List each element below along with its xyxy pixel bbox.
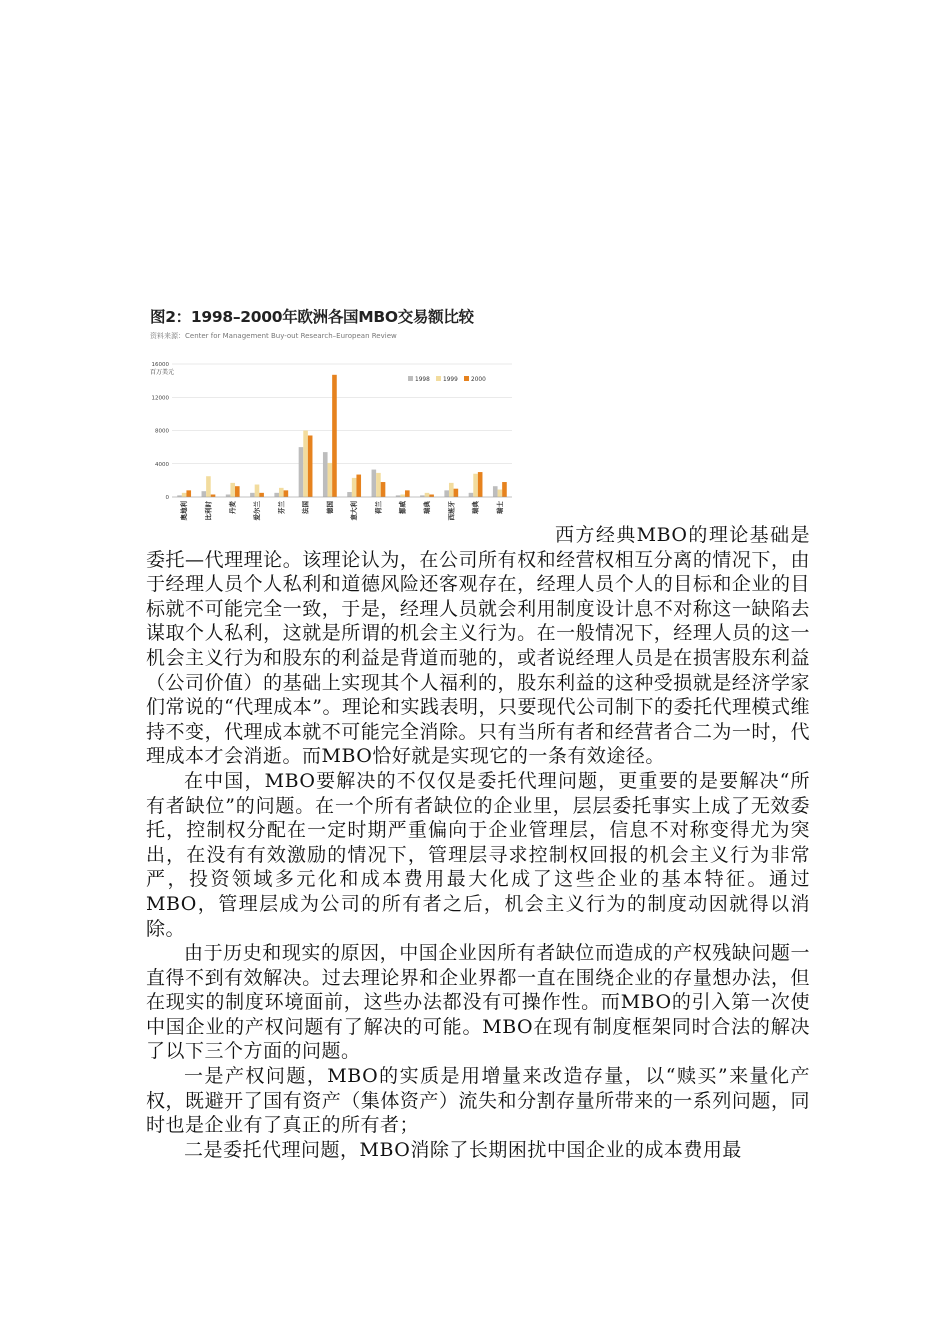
category-label: 挪威 [398, 501, 407, 514]
category-label: 瑞士 [495, 501, 504, 514]
legend-label-2000: 2000 [471, 377, 486, 383]
paragraph-2: 在中国，MBO要解决的不仅仅是委托代理问题，更重要的是要解决“所有者缺位”的问题。在一个所有者缺位的企业里，层层委托事实上成了无效委托，控制权分配在一定时期严重偏向于企业管理层，信息不对称变得尤为突出，在没有有效激励的情况下，管理层寻求控制权回报的机会主义行为非常严，投资领域多元化和成本费用最大化成了这些企业的基本特征。通过MBO，管理层成为公司的所有者之后，机会主义行为的制度动因就得以消除。 [146, 769, 810, 940]
bar-1998-7 [323, 452, 328, 497]
bar-1998-3 [226, 495, 231, 497]
bar-1999-10 [400, 495, 405, 497]
bar-1999-4 [255, 485, 260, 497]
bar-1999-14 [498, 490, 503, 497]
category-label: 芬兰 [277, 501, 286, 514]
bar-chart [150, 355, 520, 535]
category-label: 法国 [301, 501, 310, 514]
y-tick-label: 0 [165, 495, 169, 501]
paragraph-1: 西方经典MBO的理论基础是委托—代理理论。该理论认为，在公司所有权和经营权相互分离的情况下，由于经理人员个人私利和道德风险还客观存在，经理人员个人的目标和企业的目标就不可能完全一致，于是，经理人员就会利用制度设计息不对称这一缺陷去谋取个人私利，这就是所谓的机会主义行为。在一般情况下，经理人员的这一机会主义行为和股东的利益是背道而驰的，或者说经理人员是在损害股东利益（公司价值）的基础上实现其个人福利的，股东利益的这种受损就是经济学家们常说的“代理成本”。理论和实践表明，只要现代公司制下的委托代理模式维持不变，代理成本就不可能完全消除。只有当所有者和经营者合二为一时，代理成本才会消逝。而MBO恰好就是实现它的一条有效途径。 [146, 524, 810, 768]
bar-2000-5 [284, 490, 289, 497]
bar-1999-9 [376, 473, 381, 497]
y-tick-label: 8000 [155, 428, 169, 435]
bar-2000-2 [211, 495, 216, 497]
bar-1998-5 [274, 493, 279, 497]
bar-1999-5 [279, 488, 284, 497]
bar-1999-11 [425, 493, 430, 497]
bar-1998-4 [250, 493, 255, 497]
category-label: 荷兰 [374, 501, 383, 514]
bar-1999-2 [206, 476, 211, 497]
bar-2000-12 [454, 489, 459, 497]
bar-1998-2 [202, 491, 207, 497]
bar-2000-13 [478, 472, 483, 497]
bar-2000-3 [235, 486, 240, 497]
category-label: 丹麦 [228, 501, 237, 514]
bar-1998-8 [347, 492, 352, 497]
category-label: 意大利 [350, 501, 359, 521]
y-tick-label: 4000 [155, 461, 169, 468]
category-label: 瑞典 [423, 501, 431, 514]
bar-2000-14 [502, 482, 507, 497]
body-text [146, 523, 810, 1162]
paragraph-5: 二是委托代理问题，MBO消除了长期困扰中国企业的成本费用最 [184, 1138, 742, 1161]
bar-1999-8 [352, 478, 357, 497]
bar-1998-12 [444, 490, 449, 497]
y-axis-label: 百万美元 [150, 368, 175, 376]
bar-1998-13 [469, 493, 474, 497]
y-tick-label: 16000 [151, 362, 169, 368]
bar-1999-13 [473, 474, 478, 497]
bar-2000-8 [356, 475, 361, 497]
paragraph-4: 一是产权问题，MBO的实质是用增量来改造存量，以“赎买”来量化产权，既避开了国有资产（集体资产）流失和分割存量所带来的一系列问题，同时也是企业有了真正的所有者； [146, 1065, 810, 1137]
category-label: 爱尔兰 [253, 501, 261, 521]
bar-1999-12 [449, 483, 454, 497]
category-label: 德国 [325, 501, 334, 514]
category-label: 奥地利 [180, 501, 189, 521]
figure-title: 图2：1998–2000年欧洲各国MBO交易额比较 [150, 308, 474, 326]
figure-source: 资料来源：Center for Management Buy-out Research–European Review [150, 332, 397, 340]
category-label: 瑞典 [471, 501, 480, 514]
legend-swatch-2000 [464, 376, 469, 381]
bar-1998-14 [493, 486, 498, 497]
paragraph-3: 由于历史和现实的原因，中国企业因所有者缺位而造成的产权残缺问题一直得不到有效解决。过去理论界和企业界都一直在围绕企业的存量想办法，但在现实的制度环境面前，这些办法都没有可操作性。而MBO的引入第一次使中国企业的产权问题有了解决的可能。MBO在现有制度框架同时合法的解决了以下三个方面的问题。 [146, 942, 810, 1063]
legend-label-1999: 1999 [443, 377, 458, 383]
category-label: 西班牙 [447, 501, 456, 521]
bar-2000-7 [332, 375, 337, 497]
category-label: 比利时 [204, 501, 213, 521]
bar-2000-6 [308, 435, 313, 497]
bar-2000-1 [186, 490, 191, 497]
bar-2000-10 [405, 490, 410, 497]
bar-2000-11 [429, 495, 434, 497]
bar-1999-1 [182, 493, 187, 497]
legend-swatch-1999 [436, 376, 441, 381]
bar-1999-3 [230, 483, 235, 497]
bar-1998-6 [299, 447, 304, 497]
chart-figure [150, 305, 520, 521]
bar-2000-4 [259, 493, 264, 497]
bar-2000-9 [381, 482, 386, 497]
legend-swatch-1998 [408, 376, 413, 381]
y-tick-label: 12000 [151, 395, 169, 402]
bar-1998-9 [372, 470, 377, 497]
bar-1999-6 [303, 431, 308, 498]
bar-1999-7 [328, 463, 333, 497]
legend-label-1998: 1998 [415, 377, 430, 383]
